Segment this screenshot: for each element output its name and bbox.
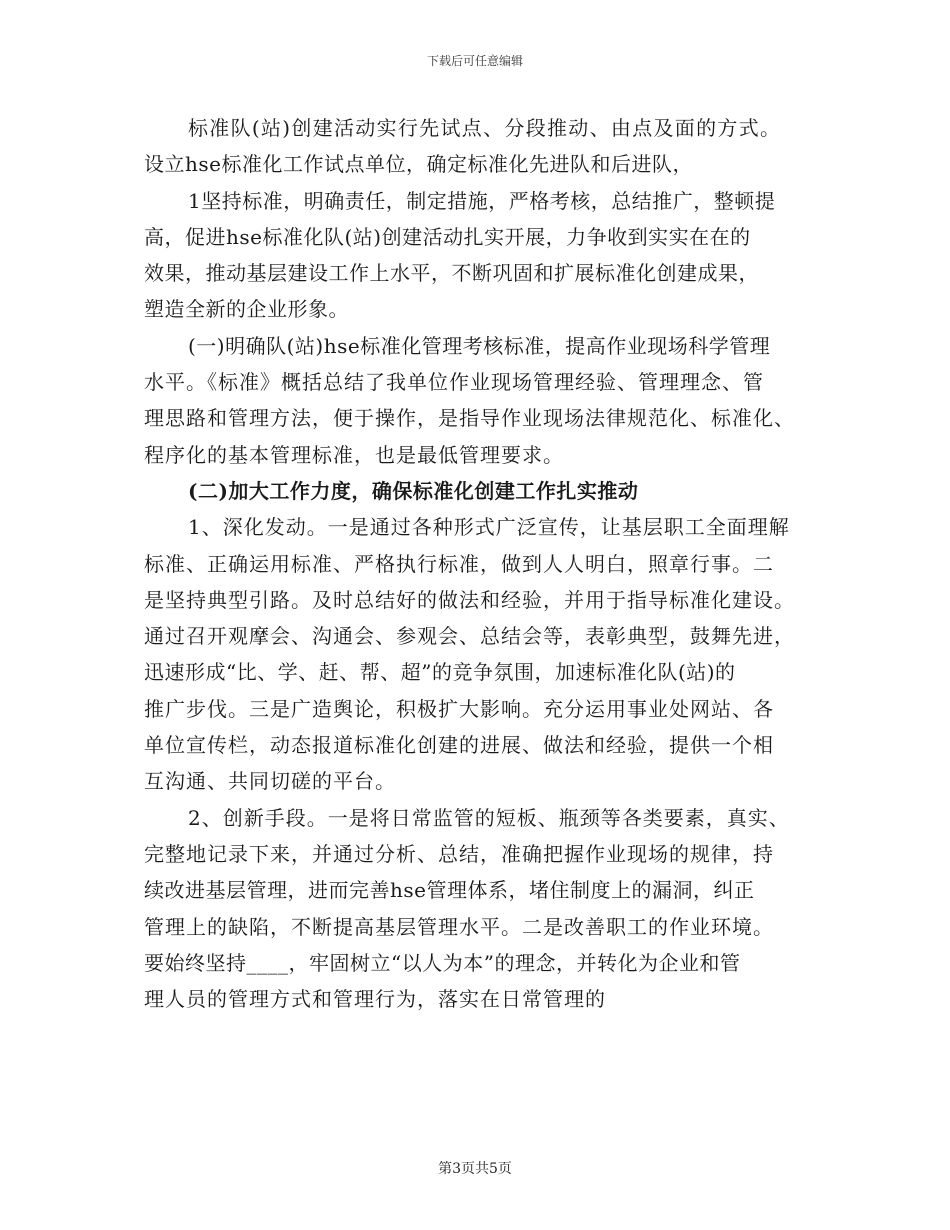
text-line: 是坚持典型引路。及时总结好的做法和经验，并用于指导标准化建设。: [144, 587, 795, 612]
text-line: 1、深化发动。一是通过各种形式广泛宣传，让基层职工全面理解: [188, 515, 790, 540]
section-heading: (二)加大工作力度，确保标准化创建工作扎实推动: [188, 478, 639, 503]
text-line: 2、创新手段。一是将日常监管的短板、瓶颈等各类要素，真实、: [188, 805, 790, 830]
text-line: 标准、正确运用标准、严格执行标准，做到人人明白，照章行事。二: [144, 551, 774, 576]
text-line: 塑造全新的企业形象。: [144, 297, 349, 322]
text-line: 互沟通、共同切磋的平台。: [144, 769, 396, 794]
text-line: 推广步伐。三是广造舆论，积极扩大影响。充分运用事业处网站、各: [144, 696, 774, 721]
text-line: 完整地记录下来，并通过分析、总结，准确把握作业现场的规律，持: [144, 841, 774, 866]
text-line: 通过召开观摩会、沟通会、参观会、总结会等，表彰典型，鼓舞先进，: [144, 624, 795, 649]
text-line: 理人员的管理方式和管理行为，落实在日常管理的: [144, 987, 606, 1012]
text-line: 标准队(站)创建活动实行先试点、分段推动、由点及面的方式。: [188, 116, 782, 140]
text-line: 设立hse标准化工作试点单位，确定标准化先进队和后进队，: [144, 152, 693, 177]
text-line: 效果，推动基层建设工作上水平，不断巩固和扩展标准化创建成果，: [144, 261, 759, 286]
text-line: 要始终坚持____，牢固树立“以人为本”的理念，并转化为企业和管: [144, 950, 741, 975]
text-line: 1坚持标准，明确责任，制定措施，严格考核，总结推广，整顿提: [188, 188, 776, 213]
text-line: (一)明确队(站)hse标准化管理考核标准，提高作业现场科学管理: [188, 333, 771, 358]
text-line: 水平。《标准》概括总结了我单位作业现场管理经验、管理理念、管: [144, 370, 764, 395]
text-line: 高，促进hse标准化队(站)创建活动扎实开展，力争收到实实在在的: [144, 224, 751, 249]
page-footer: 第3页共5页: [438, 1161, 512, 1177]
document-body: [144, 110, 824, 1017]
text-line: 程序化的基本管理标准，也是最低管理要求。: [144, 442, 564, 467]
text-line: 续改进基层管理，进而完善hse管理体系，堵住制度上的漏洞，纠正: [144, 878, 755, 903]
text-line: 管理上的缺陷，不断提高基层管理水平。二是改善职工的作业环境。: [144, 914, 774, 939]
text-line: 迅速形成“比、学、赶、帮、超”的竞争氛围，加速标准化队(站)的: [144, 660, 736, 685]
text-line: 理思路和管理方法，便于操作，是指导作业现场法律规范化、标准化、: [144, 406, 795, 431]
text-line: 单位宣传栏，动态报道标准化创建的进展、做法和经验，提供一个相: [144, 733, 774, 758]
page-header: 下载后可任意编辑: [426, 54, 523, 68]
